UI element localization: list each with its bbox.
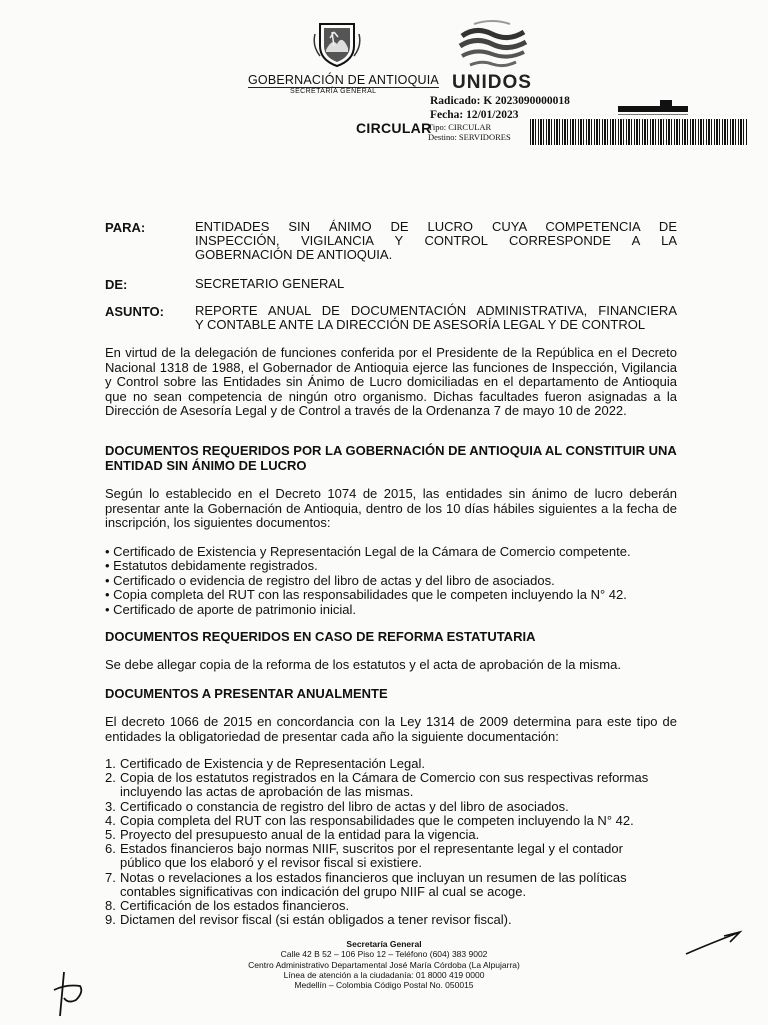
para-line-1: ENTIDADES SIN ÁNIMO DE LUCRO CUYA COMPETENCIA DE (195, 219, 677, 234)
list-item: 4. Copia completa del RUT con las responsabilidades que le competen incluyendo la N° 42. (105, 812, 634, 828)
unidos-wordmark: UNIDOS (452, 72, 532, 93)
organization-name: GOBERNACIÓN DE ANTIOQUIA (248, 73, 439, 87)
list-item: 2. Copia de los estatutos registrados en la Cámara de Comercio con sus respectivas reformas (105, 770, 649, 786)
stamp-underline (618, 114, 688, 115)
barcode (530, 119, 748, 145)
document-destination: Destino: SERVIDORES (428, 132, 511, 142)
section-heading-constitution: DOCUMENTOS REQUERIDOS POR LA GOBERNACIÓN DE ANTIOQUIA AL CONSTITUIR UNA ENTIDAD SIN ÁNIMO DE LUCRO (105, 443, 677, 473)
footer-address: Calle 42 B 52 – 106 Piso 12 – Teléfono (604) 383 9002 (280, 949, 488, 960)
list-item: • Certificado de aporte de patrimonio inicial. (105, 601, 356, 617)
section-heading-reform: DOCUMENTOS REQUERIDOS EN CASO DE REFORMA ESTATUTARIA (105, 629, 536, 644)
section-paragraph-annual: El decreto 1066 de 2015 en concordancia con la Ley 1314 de 2009 determina para este tipo de entidades la obligatoriedad de presentar cada año la siguiente documentación: (105, 714, 677, 744)
footer-building: Centro Administrativo Departamental José María Córdoba (La Alpujarra) (248, 959, 520, 970)
list-item: • Certificado o evidencia de registro del libro de actas y del libro de asociados. (105, 572, 555, 588)
intro-paragraph: En virtud de la delegación de funciones conferida por el Presidente de la República en el Decreto Nacional 1318 de 1988, el Gobernador de Antioquia ejerce las funciones de Inspección, Vigilancia y Control sobre las Entidades sin Ánimo de Lucro domiciliadas en el departamento de Antioquia que no sean competencia de ningún otro organismo. Dichas facultades fueron asignadas a la Dirección de Asesoría Legal y de Control a través de la Ordenanza 7 de mayo 10 de 2022. (105, 345, 677, 418)
asunto-line-1: REPORTE ANUAL DE DOCUMENTACIÓN ADMINISTRATIVA, FINANCIERA (195, 303, 677, 318)
footer-title: Secretaría General (346, 939, 422, 949)
radicado-number: Radicado: K 2023090000018 (430, 95, 570, 107)
organization-subtitle: SECRETARÍA GENERAL (290, 88, 377, 95)
coat-of-arms-logo (312, 20, 362, 73)
list-item-continuation: contables significativas con indicación del grupo NIIF al cual se acoge. (120, 883, 527, 899)
list-item-continuation: incluyendo las actas de aprobación de las mismas. (120, 784, 414, 800)
section-paragraph-constitution: Según lo establecido en el Decreto 1074 de 2015, las entidades sin ánimo de lucro deberán presentar ante la Gobernación de Antioquia, dentro de los 10 días hábiles siguientes a la fecha de inscripción, los siguientes documentos: (105, 486, 677, 530)
unidos-wave-logo (452, 18, 532, 78)
list-item: 9. Dictamen del revisor fiscal (si están obligados a tener revisor fiscal). (105, 912, 512, 928)
de-label: DE: (105, 277, 128, 292)
list-item: 7. Notas o revelaciones a los estados financieros que incluyan un resumen de las políticas (105, 869, 627, 885)
section-paragraph-reform: Se debe allegar copia de la reforma de los estatutos y el acta de aprobación de la misma. (105, 657, 621, 672)
circular-label: CIRCULAR (356, 120, 432, 136)
document-date: Fecha: 12/01/2023 (430, 109, 519, 121)
de-value: SECRETARIO GENERAL (195, 276, 345, 291)
list-item: • Copia completa del RUT con las responsabilidades que le competen incluyendo la N° 42. (105, 587, 627, 603)
document-type: Tipo: CIRCULAR (428, 122, 492, 132)
footer-phone-line: Línea de atención a la ciudadanía: 01 8000 419 0000 (283, 969, 485, 980)
para-label: PARA: (105, 220, 146, 235)
signature-mark-right (684, 928, 744, 963)
para-line-3: GOBERNACIÓN DE ANTIOQUIA. (195, 247, 393, 262)
list-item: • Estatutos debidamente registrados. (105, 558, 318, 574)
list-item-continuation: público que los elaboró y el revisor fiscal si existiere. (120, 855, 423, 871)
list-item: • Certificado de Existencia y Representación Legal de la Cámara de Comercio competente. (105, 544, 631, 559)
para-line-2: INSPECCIÓN, VIGILANCIA Y CONTROL CORRESPONDE A LA (195, 233, 677, 248)
list-item: 6. Estados financieros bajo normas NIIF, suscritos por el representante legal y el contador (105, 841, 623, 857)
section-heading-annual: DOCUMENTOS A PRESENTAR ANUALMENTE (105, 686, 388, 701)
list-item: 3. Certificado o constancia de registro del libro de actas y del libro de asociados. (105, 798, 569, 814)
footer (0, 939, 768, 990)
annual-documents-list (105, 757, 648, 927)
asunto-line-2: Y CONTABLE ANTE LA DIRECCIÓN DE ASESORÍA LEGAL Y DE CONTROL (195, 317, 646, 332)
required-documents-list (105, 545, 631, 617)
list-item: 8. Certificación de los estados financieros. (105, 898, 350, 914)
footer-city: Medellín – Colombia Código Postal No. 050015 (294, 980, 474, 991)
asunto-label: ASUNTO: (105, 304, 164, 319)
list-item: 5. Proyecto del presupuesto anual de la entidad para la vigencia. (105, 827, 480, 843)
stamp-bar (618, 106, 688, 112)
list-item: 1. Certificado de Existencia y de Representación Legal. (105, 756, 425, 771)
initials-mark-left (50, 968, 90, 1025)
